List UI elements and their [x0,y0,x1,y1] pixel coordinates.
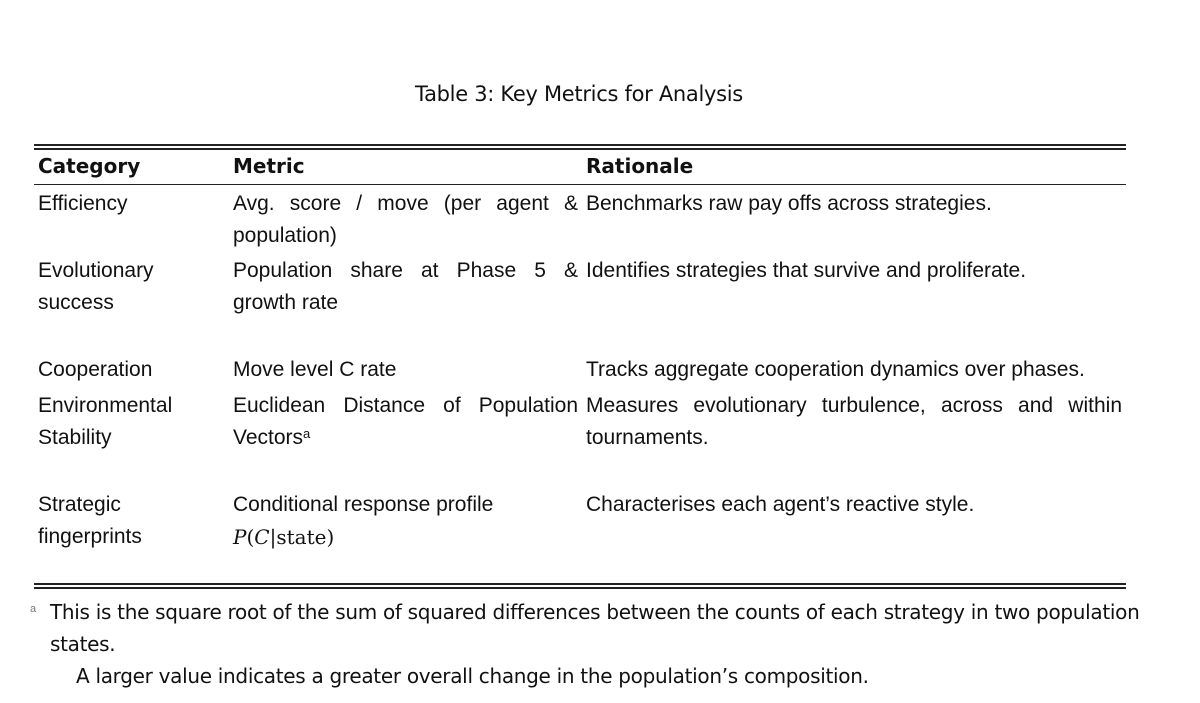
row-metric [233,390,578,454]
formula-p: P [233,525,247,549]
row-rationale: Identifies strategies that survive and proliferate. [586,259,1027,282]
footnote [50,596,1150,692]
top-rule [34,144,1126,146]
row-category: Evolutionary success [38,259,154,314]
row-metric-text: Euclidean Distance of Population Vectors [233,394,578,449]
table-caption: Table 3: Key Metrics for Analysis [415,82,743,106]
row-category: Strategic fingerprints [38,493,142,548]
formula-open: ( [246,525,255,549]
row-metric-text: Conditional response profile [233,493,494,516]
header-rationale: Rationale [586,154,694,178]
metric-formula [233,521,578,553]
row-category: Cooperation [38,358,153,381]
bottom-rule-inner [34,587,1126,589]
footnote-ref: a [303,426,311,441]
row-rationale: Tracks aggregate cooperation dynamics over phases. [586,358,1085,381]
row-category: Environmental Stability [38,394,173,449]
row-rationale: Characterises each agent’s reactive style. [586,493,975,516]
header-rule [34,184,1126,185]
footnote-line-1: This is the square root of the sum of squared differences between the counts of each strategy in two population states. [50,600,1140,656]
row-category: Efficiency [38,192,128,215]
row-rationale: Measures evolutionary turbulence, across and within tournaments. [586,394,1122,449]
row-metric [233,489,578,553]
formula-close: ) [326,525,335,549]
header-category: Category [38,154,141,178]
row-metric: Population share at Phase 5 & growth rate [233,259,578,314]
row-metric: Move level C rate [233,358,397,381]
header-metric: Metric [233,154,305,178]
footnote-marker: a [30,603,37,615]
formula-c: C [254,525,270,549]
row-rationale: Benchmarks raw pay offs across strategies. [586,192,992,215]
formula-state: state [276,525,327,549]
footnote-line-2: A larger value indicates a greater overall change in the population’s composition. [76,664,869,688]
row-metric: Avg. score / move (per agent & population) [233,192,578,247]
formula-bar: | [269,525,277,549]
bottom-rule [34,583,1126,585]
